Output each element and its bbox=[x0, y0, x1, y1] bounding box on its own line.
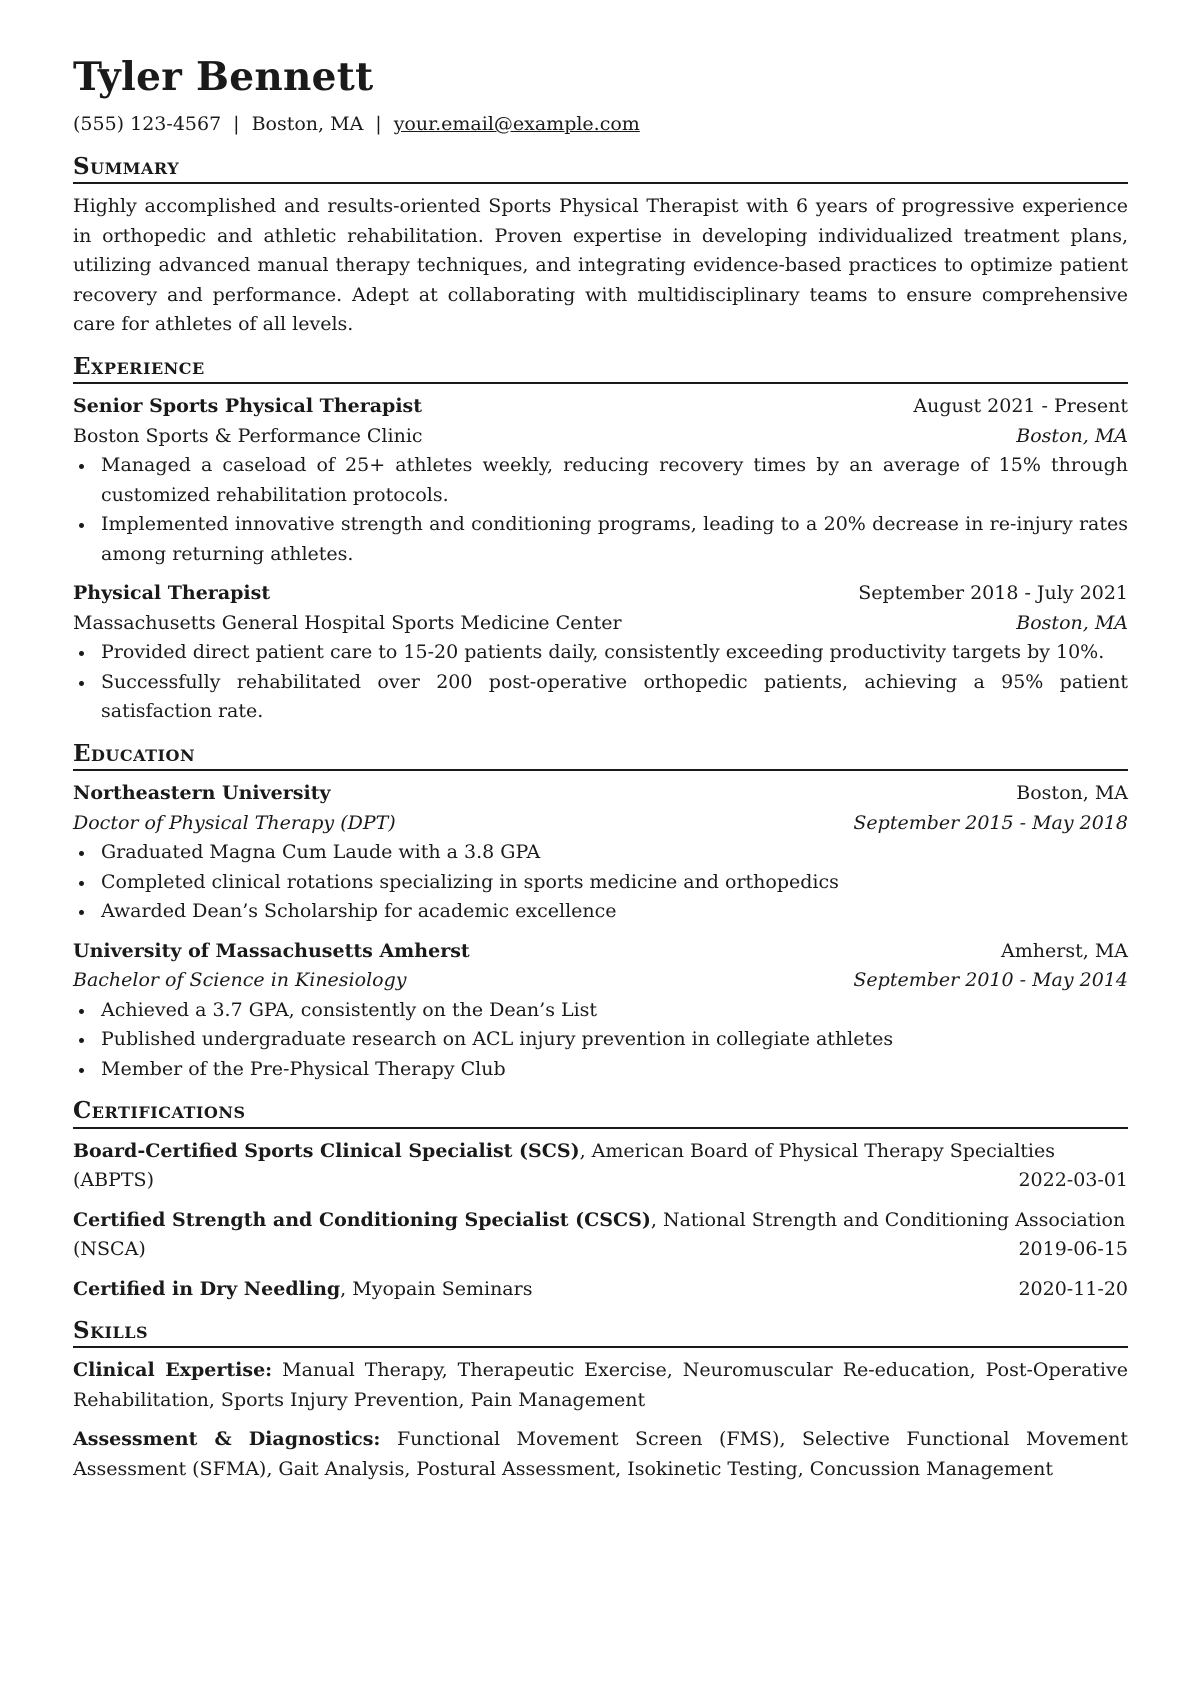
bullet-icon bbox=[79, 651, 84, 656]
cert-date: 2022-03-01 bbox=[1018, 1169, 1128, 1192]
bullet-icon bbox=[79, 523, 84, 528]
list-item: Published undergraduate research on ACL injury prevention in collegiate athletes bbox=[73, 1025, 1128, 1055]
school-dates: September 2015 - May 2018 bbox=[853, 811, 1128, 834]
certification-item bbox=[73, 1206, 1128, 1265]
job-company: Boston Sports & Performance Clinic bbox=[73, 424, 423, 447]
section-title-skills: Skills bbox=[73, 1318, 1128, 1348]
list-item: Member of the Pre-Physical Therapy Club bbox=[73, 1055, 1128, 1085]
cert-issuer: , National Strength and Conditioning Association (NSCA) bbox=[73, 1208, 1126, 1261]
list-item: Implemented innovative strength and conditioning programs, leading to a 20% decrease in re-injury rates among returning athletes. bbox=[73, 510, 1128, 569]
school-entry bbox=[73, 779, 1128, 927]
school-name: Northeastern University bbox=[73, 782, 331, 805]
bullet-icon bbox=[79, 681, 84, 686]
section-title-certifications: Certifications bbox=[73, 1098, 1128, 1128]
skill-label: Clinical Expertise: bbox=[73, 1359, 273, 1382]
school-entry bbox=[73, 937, 1128, 1085]
list-item: Graduated Magna Cum Laude with a 3.8 GPA bbox=[73, 838, 1128, 868]
skill-label: Assessment & Diagnostics: bbox=[73, 1428, 381, 1451]
skill-group bbox=[73, 1425, 1128, 1484]
job-entry bbox=[73, 579, 1128, 727]
job-role: Senior Sports Physical Therapist bbox=[73, 395, 423, 418]
cert-issuer: , Myopain Seminars bbox=[340, 1277, 533, 1300]
job-bullets bbox=[73, 451, 1128, 569]
section-title-experience: Experience bbox=[73, 354, 1128, 384]
school-bullets bbox=[73, 996, 1128, 1085]
cert-name: Certified Strength and Conditioning Specialist (CSCS) bbox=[73, 1208, 651, 1231]
job-entry bbox=[73, 392, 1128, 569]
school-name: University of Massachusetts Amherst bbox=[73, 939, 470, 962]
skill-items: Functional Movement Screen (FMS), Selective Functional Movement Assessment (SFMA), Gait Analysis, Postural Assessment, Isokinetic Testing, Concussion Management bbox=[73, 1428, 1128, 1480]
cert-date: 2020-11-20 bbox=[1018, 1277, 1128, 1300]
email-link[interactable]: your.email@example.com bbox=[393, 113, 640, 135]
bullet-icon bbox=[79, 464, 84, 469]
skill-group bbox=[73, 1356, 1128, 1415]
summary-section bbox=[73, 154, 1128, 340]
certification-item bbox=[73, 1275, 1128, 1305]
school-degree: Doctor of Physical Therapy (DPT) bbox=[73, 811, 396, 834]
bullet-icon bbox=[79, 1068, 84, 1073]
school-location: Amherst, MA bbox=[1001, 939, 1128, 962]
phone-number: (555) 123-4567 bbox=[73, 113, 222, 135]
school-dates: September 2010 - May 2014 bbox=[853, 969, 1128, 992]
contact-separator: | bbox=[375, 113, 382, 135]
job-dates: September 2018 - July 2021 bbox=[858, 582, 1128, 605]
cert-name: Certified in Dry Needling bbox=[73, 1277, 341, 1300]
school-location: Boston, MA bbox=[1016, 782, 1128, 805]
list-item: Successfully rehabilitated over 200 post-operative orthopedic patients, achieving a 95% patient satisfaction rate. bbox=[73, 668, 1128, 727]
contact-separator: | bbox=[233, 113, 240, 135]
section-title-summary: Summary bbox=[73, 154, 1128, 184]
job-company: Massachusetts General Hospital Sports Medicine Center bbox=[73, 611, 622, 634]
bullet-icon bbox=[79, 910, 84, 915]
section-title-education: Education bbox=[73, 741, 1128, 771]
cert-name: Board-Certified Sports Clinical Specialist (SCS) bbox=[73, 1139, 580, 1162]
certification-item bbox=[73, 1137, 1128, 1196]
skills-section bbox=[73, 1318, 1128, 1484]
bullet-icon bbox=[79, 881, 84, 886]
certifications-section bbox=[73, 1098, 1128, 1304]
job-location: Boston, MA bbox=[1016, 611, 1128, 634]
job-bullets bbox=[73, 638, 1128, 727]
cert-issuer: , American Board of Physical Therapy Specialties (ABPTS) bbox=[73, 1139, 1056, 1192]
job-dates: August 2021 - Present bbox=[913, 395, 1128, 418]
contact-line bbox=[73, 113, 1128, 136]
list-item: Completed clinical rotations specializing in sports medicine and orthopedics bbox=[73, 868, 1128, 898]
list-item: Provided direct patient care to 15-20 patients daily, consistently exceeding productivity targets by 10%. bbox=[73, 638, 1128, 668]
list-item: Awarded Dean’s Scholarship for academic excellence bbox=[73, 897, 1128, 927]
school-bullets bbox=[73, 838, 1128, 927]
job-location: Boston, MA bbox=[1016, 424, 1128, 447]
job-role: Physical Therapist bbox=[73, 582, 271, 605]
candidate-name: Tyler Bennett bbox=[73, 54, 374, 100]
school-degree: Bachelor of Science in Kinesiology bbox=[73, 969, 407, 992]
resume-page bbox=[73, 54, 1128, 1498]
bullet-icon bbox=[79, 851, 84, 856]
education-section bbox=[73, 741, 1128, 1084]
list-item: Achieved a 3.7 GPA, consistently on the Dean’s List bbox=[73, 996, 1128, 1026]
bullet-icon bbox=[79, 1038, 84, 1043]
location: Boston, MA bbox=[251, 113, 364, 135]
summary-text: Highly accomplished and results-oriented Sports Physical Therapist with 6 years of progressive experience in orthopedic and athletic rehabilitation. Proven expertise in developing individualized treatment plans, utilizing advanced manual therapy techniques, and integrating evidence-based practices to optimize patient recovery and performance. Adept at collaborating with multidisciplinary teams to ensure comprehensive care for athletes of all levels. bbox=[73, 195, 1128, 336]
cert-date: 2019-06-15 bbox=[1018, 1238, 1128, 1261]
experience-section bbox=[73, 354, 1128, 727]
bullet-icon bbox=[79, 1009, 84, 1014]
skill-items: Manual Therapy, Therapeutic Exercise, Neuromuscular Re-education, Post-Operative Rehabilitation, Sports Injury Prevention, Pain Management bbox=[73, 1359, 1128, 1411]
list-item: Managed a caseload of 25+ athletes weekly, reducing recovery times by an average of 15% through customized rehabilitation protocols. bbox=[73, 451, 1128, 510]
